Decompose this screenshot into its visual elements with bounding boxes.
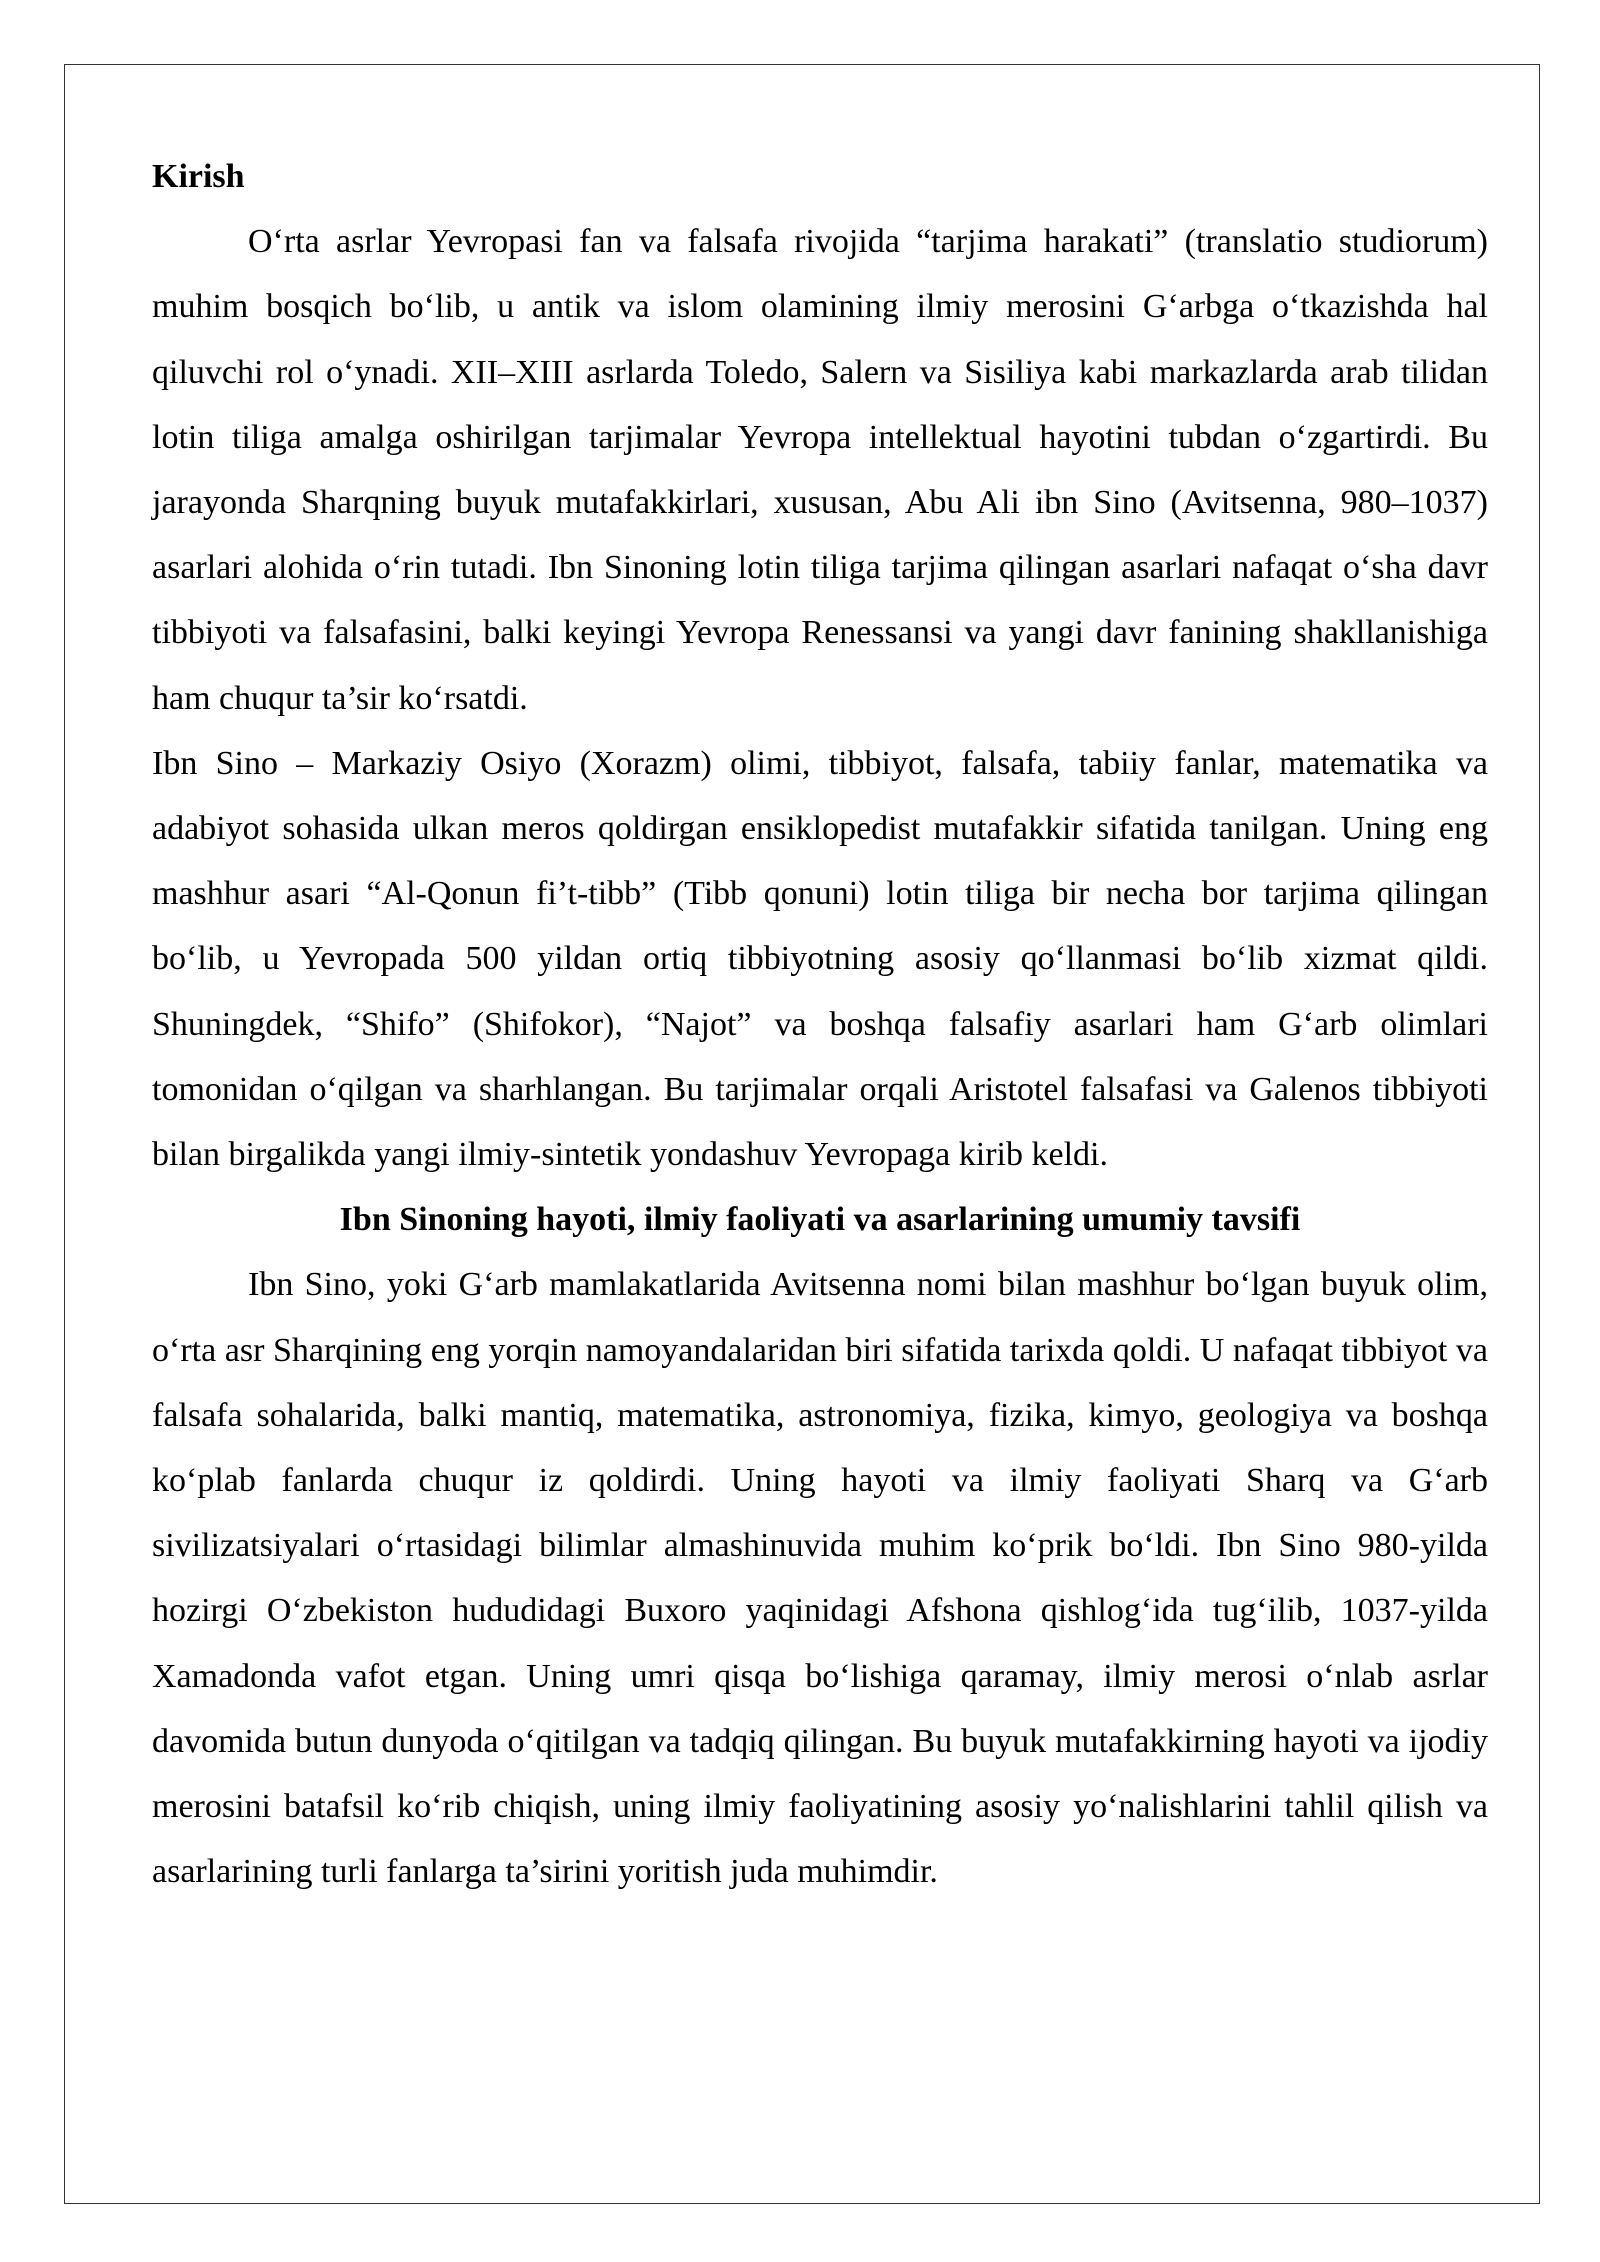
document-body [152, 144, 1488, 1904]
biography-paragraph: Ibn Sino, yoki G‘arb mamlakatlarida Avitsenna nomi bilan mashhur bo‘lgan buyuk olim, o‘rta asr Sharqining eng yorqin namoyandalaridan biri sifatida tarixda qoldi. U nafaqat tibbiyot va falsafa sohalarida, balki mantiq, matematika, astronomiya, fizika, kimyo, geologiya va boshqa ko‘plab fanlarda chuqur iz qoldirdi. Uning hayoti va ilmiy faoliyati Sharq va G‘arb sivilizatsiyalari o‘rtasidagi bilimlar almashinuvida muhim ko‘prik bo‘ldi. Ibn Sino 980-yilda hozirgi O‘zbekiston hududidagi Buxoro yaqinidagi Afshona qishlog‘ida tug‘ilib, 1037-yilda Xamadonda vafot etgan. Uning umri qisqa bo‘lishiga qaramay, ilmiy merosi o‘nlab asrlar davomida butun dunyoda o‘qitilgan va tadqiq qilingan. Bu buyuk mutafakkirning hayoti va ijodiy merosini batafsil ko‘rib chiqish, uning ilmiy faoliyatining asosiy yo‘nalishlarini tahlil qilish va asarlarining turli fanlarga ta’sirini yoritish juda muhimdir. [152, 1266, 1488, 1891]
ibn-sino-paragraph: Ibn Sino – Markaziy Osiyo (Xorazm) olimi, tibbiyot, falsafa, tabiiy fanlar, matematika va adabiyot sohasida ulkan meros qoldirgan ensiklopedist mutafakkir sifatida tanilgan. Uning eng mashhur asari “Al-Qonun fi’t-tibb” (Tibb qonuni) lotin tiliga bir necha bor tarjima qilingan bo‘lib, u Yevropada 500 yildan ortiq tibbiyotning asosiy qo‘llanmasi bo‘lib xizmat qildi. Shuningdek, “Shifo” (Shifokor), “Najot” va boshqa falsafiy asarlari ham G‘arb olimlari tomonidan o‘qilgan va sharhlangan. Bu tarjimalar orqali Aristotel falsafasi va Galenos tibbiyoti bilan birgalikda yangi ilmiy-sintetik yondashuv Yevropaga kirib keldi. [152, 744, 1488, 1174]
intro-paragraph: O‘rta asrlar Yevropasi fan va falsafa rivojida “tarjima harakati” (translatio studiorum) muhim bosqich bo‘lib, u antik va islom olamining ilmiy merosini G‘arbga o‘tkazishda hal qiluvchi rol o‘ynadi. XII–XIII asrlarda Toledo, Salern va Sisiliya kabi markazlarda arab tilidan lotin tiliga amalga oshirilgan tarjimalar Yevropa intellektual hayotini tubdan o‘zgartirdi. Bu jarayonda Sharqning buyuk mutafakkirlari, xususan, Abu Ali ibn Sino (Avitsenna, 980–1037) asarlari alohida o‘rin tutadi. Ibn Sinoning lotin tiliga tarjima qilingan asarlari nafaqat o‘sha davr tibbiyoti va falsafasini, balki keyingi Yevropa Renessansi va yangi davr fanining shakllanishiga ham chuqur ta’sir ko‘rsatdi. [152, 223, 1488, 717]
section-heading: Ibn Sinoning hayoti, ilmiy faoliyati va asarlarining umumiy tavsifi [339, 1201, 1301, 1239]
introduction-heading: Kirish [152, 158, 245, 195]
